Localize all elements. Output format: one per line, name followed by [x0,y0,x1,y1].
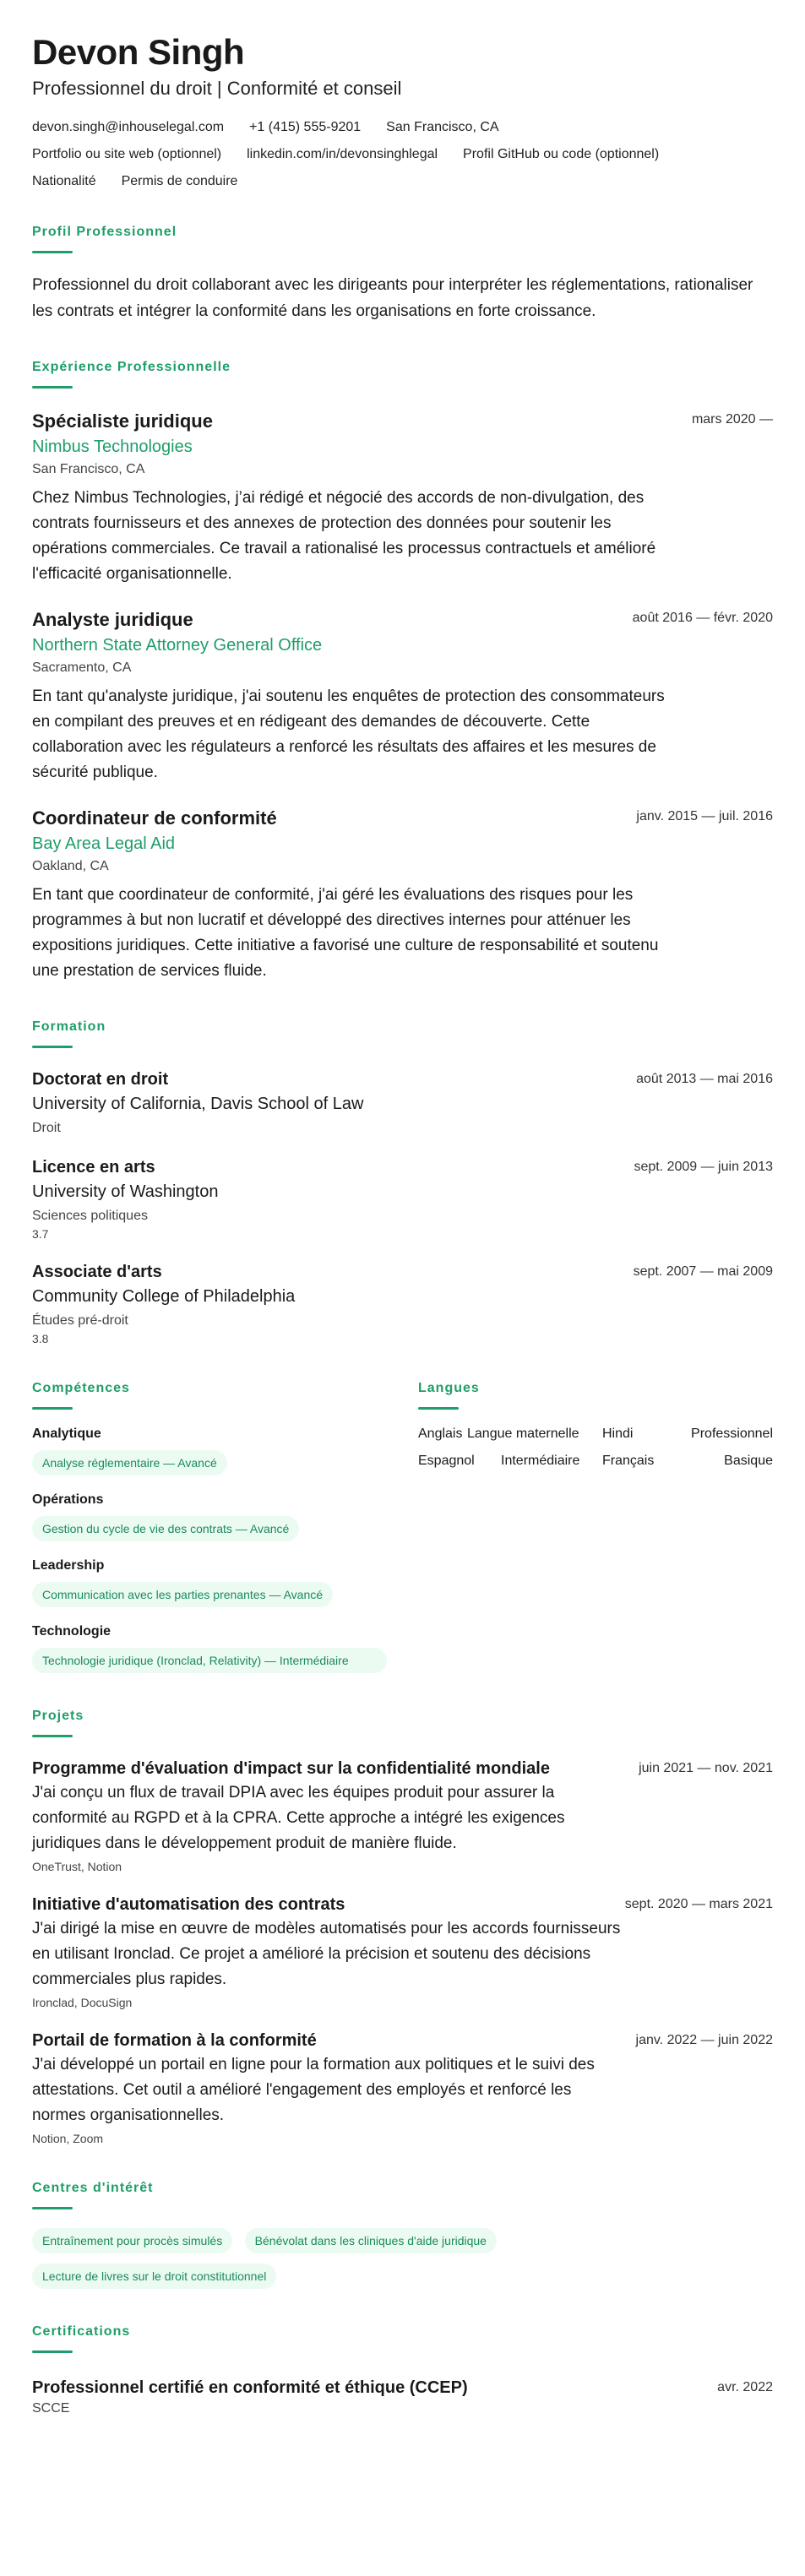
education-field: Droit [32,1121,61,1136]
language-name: Hindi [602,1427,634,1442]
experience-location: Oakland, CA [32,859,109,874]
language-level: Basique [724,1454,773,1469]
experience-date: janv. 2015 — juil. 2016 [636,809,773,824]
education-entry [32,1158,773,1241]
certification-date: avr. 2022 [717,2380,773,2395]
skill-group [32,1624,387,1673]
experience-company: Nimbus Technologies [32,437,193,457]
language-level: Langue maternelle [467,1427,579,1442]
education-field: Sciences politiques [32,1209,148,1224]
project-tech: Ironclad, DocuSign [32,1996,133,2010]
section-title-interests: Centres d'intérêt [32,2181,773,2209]
education-date: sept. 2007 — mai 2009 [633,1264,773,1280]
skill-category: Leadership [32,1558,105,1573]
experience-entry [32,609,773,785]
project-description: J'ai dirigé la mise en œuvre de modèles automatisés pour les accords fournisseurs en utilisant Ironclad. Ce projet a amélioré la précision et soutenu des décisions commerciales plus rapides. [32,1920,621,1989]
candidate-headline: Professionnel du droit | Conformité et conseil [32,78,402,100]
project-description: J'ai conçu un flux de travail DPIA avec les équipes produit pour assurer la conformité au RGPD et à la CPRA. Cette approche a intégré les exigences juridiques dans le développement produit de manière fluide. [32,1784,565,1853]
skill-pill: Gestion du cycle de vie des contrats — Avancé [32,1516,299,1541]
interest-pill: Entraînement pour procès simulés [32,2228,232,2253]
candidate-name: Devon Singh [32,32,245,72]
experience-date: août 2016 — févr. 2020 [632,611,773,626]
language-name: Anglais [418,1427,463,1442]
project-tech: OneTrust, Notion [32,1860,122,1874]
experience-role: Spécialiste juridique [32,410,213,432]
interests-list [32,2220,773,2253]
profile-summary: Professionnel du droit collaborant avec les dirigeants pour interpréter les réglementations, rationaliser les contrats et intégrer la conformité dans les organisations en forte croissance. [32,276,753,321]
section-title-experience: Expérience Professionnelle [32,360,773,389]
interest-pill: Lecture de livres sur le droit constitutionnel [32,2264,276,2289]
contact-nationality: Nationalité [32,174,96,189]
skill-group [32,1492,387,1541]
certification-issuer: SCCE [32,2401,70,2416]
contact-license: Permis de conduire [121,174,238,189]
section-title-skills: Compétences [32,1381,387,1410]
education-degree: Doctorat en droit [32,1070,169,1090]
interest-pill: Bénévolat dans les cliniques d'aide juridique [245,2228,497,2253]
education-date: août 2013 — mai 2016 [636,1072,773,1087]
skill-pill: Analyse réglementaire — Avancé [32,1450,227,1475]
experience-description: En tant que coordinateur de conformité, j'ai géré les évaluations des risques pour les programmes à but non lucratif et développé des directives internes pour atténuer les expositions juridiques. Cette initiative a favorisé une culture de responsabilité et soutenu une prestation de services fluide. [32,886,659,981]
skill-pill: Communication avec les parties prenantes — Avancé [32,1582,333,1607]
interests-list-row-2 [32,2255,773,2289]
certification-entry [32,2378,773,2416]
section-title-certifications: Certifications [32,2324,773,2353]
section-title-profile: Profil Professionnel [32,225,773,253]
experience-entry [32,807,773,984]
language-name: Français [602,1454,655,1469]
project-date: juin 2021 — nov. 2021 [639,1761,773,1776]
education-field: Études pré-droit [32,1313,128,1329]
skill-group [32,1558,387,1607]
experience-entry [32,410,773,587]
languages-grid [418,1427,773,1469]
skill-category: Analytique [32,1427,101,1442]
project-entry [32,2031,773,2145]
contact-phone[interactable]: +1 (415) 555-9201 [249,120,362,135]
experience-description: Chez Nimbus Technologies, j’ai rédigé et négocié des accords de non-divulgation, des contrats fournisseurs et des annexes de protection des données pour soutenir les opérations commerciales. Ce travail a rationalisé les processus contractuels et amélioré l'efficacité organisationnelle. [32,489,656,584]
project-entry [32,1895,773,2009]
project-date: janv. 2022 — juin 2022 [635,2033,773,2048]
contact-linkedin[interactable]: linkedin.com/in/devonsinghlegal [247,147,438,162]
project-description: J'ai développé un portail en ligne pour la formation aux politiques et le suivi des attestations. Cet outil a amélioré l'engagement des employés et renforcé les normes organisationnelles. [32,2056,595,2125]
education-gpa: 3.7 [32,1227,49,1242]
section-title-education: Formation [32,1019,773,1048]
experience-location: San Francisco, CA [32,462,145,477]
project-name: Initiative d'automatisation des contrats [32,1895,345,1915]
certification-name: Professionnel certifié en conformité et éthique (CCEP) [32,2378,468,2398]
project-name: Programme d'évaluation d'impact sur la confidentialité mondiale [32,1759,550,1779]
contact-location: San Francisco, CA [386,120,499,135]
project-tech: Notion, Zoom [32,2132,104,2146]
education-degree: Associate d'arts [32,1263,162,1282]
skill-category: Opérations [32,1492,104,1508]
project-date: sept. 2020 — mars 2021 [624,1897,773,1912]
experience-role: Coordinateur de conformité [32,807,277,829]
education-gpa: 3.8 [32,1332,49,1346]
section-title-languages: Langues [418,1381,773,1410]
experience-date: mars 2020 — [691,412,773,427]
skill-category: Technologie [32,1624,112,1639]
education-degree: Licence en arts [32,1158,155,1177]
languages-column [418,1345,773,1673]
project-name: Portail de formation à la conformité [32,2031,317,2051]
skills-column [32,1345,387,1673]
language-name: Espagnol [418,1454,475,1469]
education-date: sept. 2009 — juin 2013 [634,1160,773,1175]
experience-description: En tant qu'analyste juridique, j'ai soutenu les enquêtes de protection des consommateurs en compilant des preuves et en rédigeant des demandes de découverte. Cette collaboration avec les régulateurs a renforcé les résultats des affaires et les mesures de sécurité publique. [32,687,665,782]
contact-email[interactable]: devon.singh@inhouselegal.com [32,120,225,135]
experience-location: Sacramento, CA [32,660,132,676]
education-entry [32,1070,773,1136]
education-school: University of Washington [32,1182,219,1202]
contact-github[interactable]: Profil GitHub ou code (optionnel) [463,147,660,162]
contact-row-2 [32,147,773,162]
contact-portfolio[interactable]: Portfolio ou site web (optionnel) [32,147,222,162]
language-level: Professionnel [691,1427,773,1442]
experience-company: Northern State Attorney General Office [32,636,323,655]
education-school: University of California, Davis School of Law [32,1095,364,1114]
contact-row-3 [32,174,773,189]
language-level: Intermédiaire [501,1454,580,1469]
project-entry [32,1759,773,1873]
education-entry [32,1263,773,1345]
section-title-projects: Projets [32,1709,773,1737]
skill-pill: Technologie juridique (Ironclad, Relativity) — Intermédiaire [32,1648,387,1673]
skills-languages-row [32,1345,773,1673]
experience-company: Bay Area Legal Aid [32,834,176,854]
contact-row-1 [32,120,773,135]
experience-role: Analyste juridique [32,609,193,631]
skill-group [32,1427,387,1475]
education-school: Community College of Philadelphia [32,1287,296,1307]
